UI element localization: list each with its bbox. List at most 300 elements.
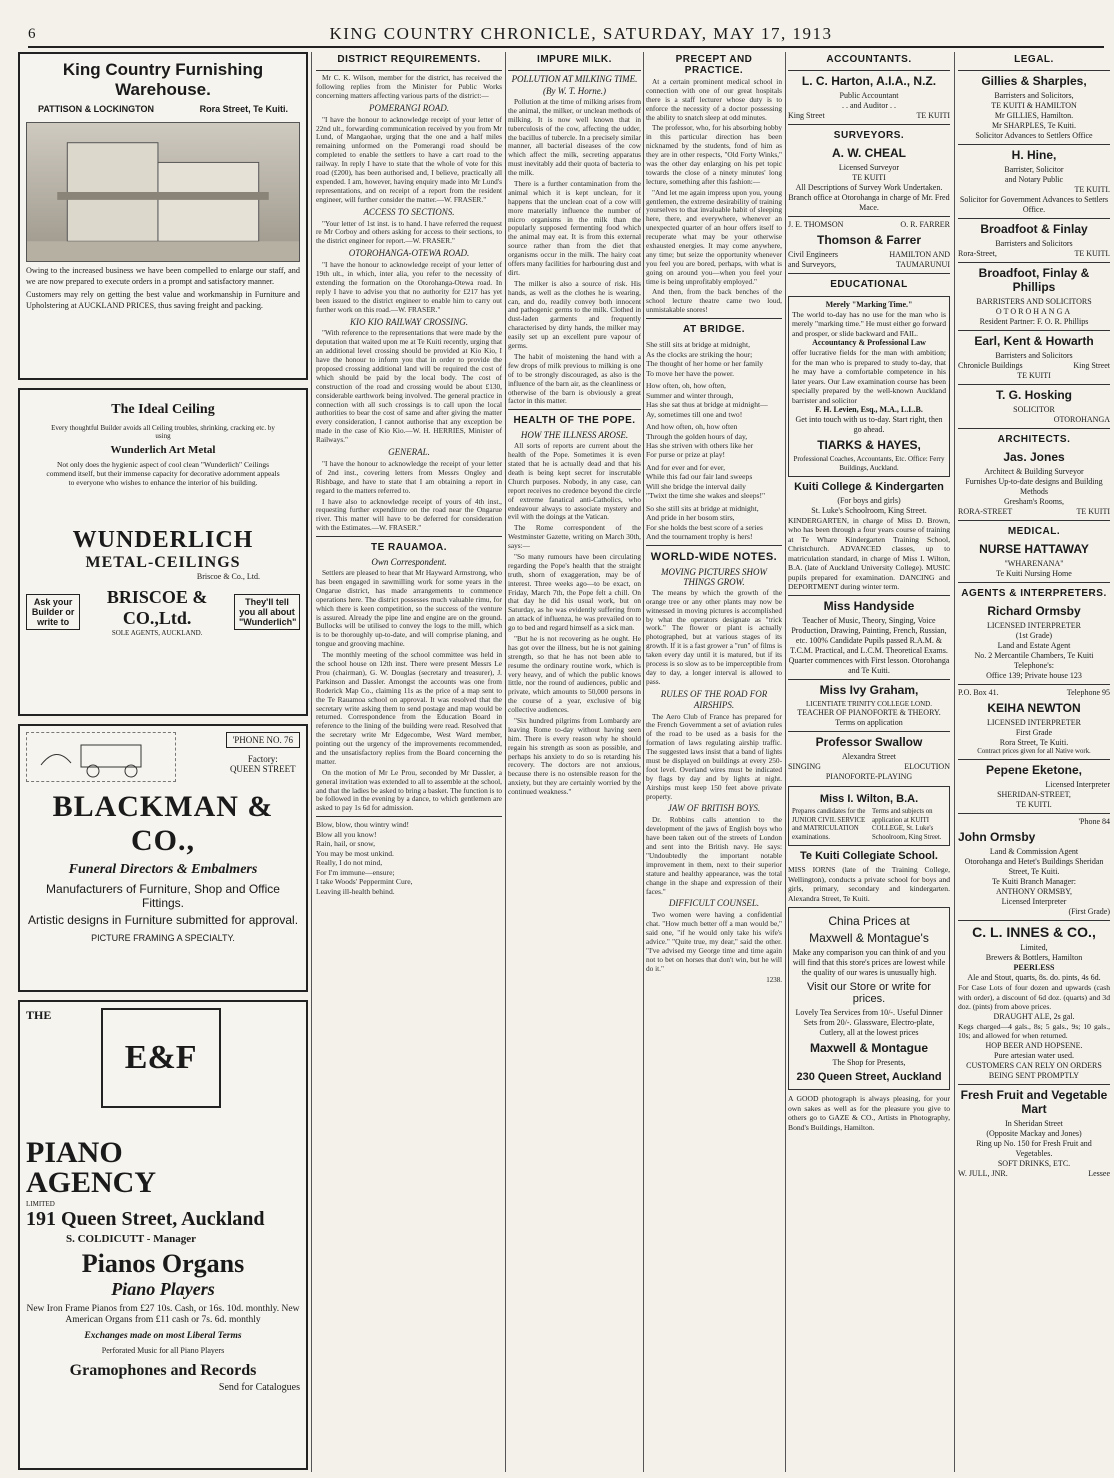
ef-manager: S. COLDICUTT - Manager	[66, 1233, 196, 1245]
ad-line: Licensed Interpreter	[1001, 897, 1067, 907]
ad-line: OTOROHANGA	[1053, 415, 1110, 424]
agents-line: Briscoe & Co., Ltd.	[196, 572, 260, 581]
article-heading: HEALTH OF THE POPE.	[513, 415, 636, 427]
advertiser-name: Jas. Jones	[1003, 450, 1065, 464]
paragraph: Dr. Robbins calls attention to the development of the jaws of English boys who have been taken out of the streets of London and sent into the British navy. He says: "Undoubtedly the important notable improvement in them, next to their superior stature and healthy appearance, was the total change in the shape and expression of their faces."	[646, 815, 782, 896]
firm-subtitle: Funeral Directors & Embalmers	[68, 862, 258, 877]
divider	[508, 409, 641, 410]
ad-paragraph: Owing to the increased business we have been compelled to enlarge our staff, and we are now prepared to execute orders in a prompt and satisfactory manner.	[26, 266, 300, 286]
ad-row	[958, 688, 1110, 698]
decorative-figure	[240, 1008, 300, 1108]
ad-line: TE KUITI & HAMILTON	[991, 101, 1077, 110]
section-heading: MEDICAL.	[1007, 526, 1061, 537]
paragraph: There is a further contamination from the animal which it is kept unclean, for it happens that the unclean coat of a cow will more materially influence the number of micro organisms in the milk than the popularly supposed fermenting food which the animal may eat. It is from this external source rather than from the diet that organisms occur in the milk. The hairy coat offers many facilities for harbouring dust and dirt.	[508, 179, 641, 277]
ad-right: TAUMARUNUI	[895, 260, 950, 269]
divider	[958, 70, 1110, 71]
ad-line: SOFT DRINKS, ETC.	[997, 1158, 1071, 1168]
ad-contact	[226, 732, 300, 782]
column-1	[18, 52, 308, 1472]
ef-offer: New Iron Frame Pianos from £27 10s. Cash, or 16s. 10d. monthly. New American Organs from £11 cash or 7s. 6d. monthly	[26, 1304, 300, 1326]
ef-music: Perforated Music for all Piano Players	[101, 1346, 225, 1356]
byline: (By W. T. Horne.)	[543, 86, 606, 96]
advertiser-name: TIARKS & HAYES,	[817, 438, 921, 453]
subheading: POMERANGI ROAD.	[369, 102, 449, 113]
ad-line: Solicitor Advances to Settlers Office	[975, 131, 1093, 140]
divider	[646, 318, 782, 319]
briscoe-block	[80, 587, 234, 637]
ad-left: Prepares candidates for the JUNIOR CIVIL SERVICE and MATRICULATION examinations.	[792, 808, 866, 841]
advertiser-name: Maxwell & Montague	[809, 1041, 928, 1056]
divider	[958, 759, 1110, 760]
paragraph: "Six hundred pilgrims from Lombardy are leaving Rome to-day without having seen him. There is every reason why he should regain his strength as soon as possible, and perhaps his anxiety to do so is retarding his recovery. The doctors are not anxious, because there is no ostensible reason for the anxiety, but they are certainly worried by the continued weakness."	[508, 716, 641, 797]
ad-right: Lessee	[1088, 1168, 1110, 1178]
advertiser-name: Pepene Eketone,	[985, 763, 1083, 778]
column-5	[788, 52, 950, 1472]
divider	[958, 144, 1110, 145]
ad-row	[788, 260, 950, 270]
ef-catalogues: Send for Catalogues	[218, 1381, 300, 1393]
article-heading: DISTRICT REQUIREMENTS.	[337, 54, 481, 65]
article-body	[316, 569, 502, 813]
ad-line: (For boys and girls)	[837, 495, 901, 505]
ad-line: Telephone's:	[1014, 661, 1054, 670]
ad-line: SOLICITOR	[1013, 405, 1055, 414]
ad-columns	[792, 808, 946, 842]
ideal-ceiling-ad	[18, 388, 308, 716]
ad-line: Otorohanga and Hetet's Buildings Sheridan Street, Te Kuiti.	[964, 857, 1104, 877]
ad-line: Mr SHARPLES, Te Kuiti.	[992, 121, 1076, 130]
ad-call: Visit our Store or write for prices.	[807, 981, 931, 1006]
verse: And for ever and for ever, While this fad our fair land sweeps Will she bridge the interval daily "Twixt the time she wakes and sleeps!"	[646, 462, 766, 501]
ad-line: Barristers and Solicitors	[995, 239, 1073, 248]
address: Rora Street, Te Kuiti.	[199, 104, 288, 114]
ad-left: and Surveyors,	[788, 260, 836, 269]
ad-text: Manufacturers of Furniture, Shop and Office Fittings.	[46, 882, 280, 910]
column-2	[316, 52, 502, 1472]
piano-heading: PIANO	[26, 1136, 123, 1169]
paragraph: The means by which the growth of the orange tree or any other plants may now be witnessed in moving pictures is accomplished by what the operators designate as "trick work." The flower or plant is actually photographed, but at various stages of its growth. If it is a fast grower a "run" of films is taken every day until it is matured, but if its process is so slow as to be imperceptible from day to day, a longer interval is allowed to pass.	[646, 587, 782, 686]
ad-line: Branch office at Otorohanga in charge of Mr. Fred Mace.	[788, 193, 950, 212]
divider	[316, 816, 502, 817]
divider	[788, 216, 950, 217]
paragraph: "I have the honour to acknowledge the receipt of your letter of 2nd inst., covering letters from Messrs Ongley and Rishbage, and have to state that I am obtaining a report in regard to the matters referred to.	[316, 459, 502, 495]
ad-text: KINDERGARTEN, in charge of Miss D. Brown, who has been through a four years course of training at Te Whare Kindergarten Training School, Christchurch. ADVANCED classes, up to matriculation standard, in charge of Miss I. Wilton, B.A. (late of Auckland University College). MUSIC pupils prepared for examination. DANCING and DEPORTMENT during winter term.	[788, 515, 950, 592]
limited-label: LIMITED	[26, 1200, 55, 1208]
ad-right: ELOCUTION	[904, 762, 950, 772]
column-rule	[643, 52, 644, 1472]
masthead	[28, 22, 1104, 48]
divider	[958, 262, 1110, 263]
section-heading: SURVEYORS.	[833, 130, 905, 141]
paragraph: The milker is also a source of risk. His hands, as well as the clothes he is wearing, can, and do, readily convey both innocent and pathogenic germs to the milk. Clothed in dust-laden garments and frequently characterised by dirty hands, the milker may easily set up an excellent pure vapour of germs.	[508, 278, 641, 351]
paragraph: "I have the honour to acknowledge receipt of your letter of 22nd ult., forwarding communication received by you from Mr Lund, of Mangaohae, urging that the one and a half miles remaining unformed on the Pomerangi road should be completed to enable the settlers to have a cart road to the railway. In reply I have to state that the whole of vote for this road (£200), has been authorised and, I believe, practically all expended. I am, however, having enquiry made into Mr Lund's representations, and on receipt of a report from the resident engineer, will further consider the matter.—W. FRASER."	[316, 114, 502, 204]
ad-text: Kegs charged—4 gals., 8s; 5 gals., 9s; 10 gals., 10s; and allowed for when returned.	[958, 1021, 1110, 1041]
ad-left: Chronicle Buildings	[958, 361, 1023, 370]
paragraph: The professor, who, for his absorbing hobby in this particular direction has been nicknamed by the students, fond of him as they are in other respects, "Old Forty Winks," was the other day enlarging on his pet topic towards the close of a ninety minutes' long lecture, something after this fashion:—	[646, 123, 782, 186]
paragraph: Settlers are pleased to hear that Mr Hayward Armstrong, who has been engaged in sawmilling work for some years in the Ongarue district, has made arrangements to commence operations here. The district possesses much valuable rimu, for which there is keen competition, so the success of the venture is assured. Already the pipe line and engine are on the ground. Bullocks will be utilised to convey the logs to the mill, which is to be thoroughly up-to-date, and will comprise planing, and tongue and grooving machine.	[316, 568, 502, 649]
column-rule	[505, 52, 506, 1472]
ad-line: OTOROHANGA	[995, 307, 1073, 316]
ad-footer	[26, 587, 300, 637]
paragraph: The habit of moistening the hand with a few drops of milk previous to milking is one of to be strongly discouraged, as also is the influence of the barn air, as the cleanliness or otherwise of the barn is obviously a great factor in this matter.	[508, 351, 641, 406]
ef-logo: E&F	[101, 1008, 221, 1108]
ad-right: King Street	[1073, 361, 1110, 370]
ad-address: 230 Queen Street, Auckland	[796, 1071, 942, 1084]
paragraph: "So many rumours have been circulating regarding the Pope's health that the straight truth, shorn of exaggeration, may be of interest. Three weeks ago—to be exact, on Friday, March 7th, the Pope felt a chill. On that day he did his usual work, but on Saturday, as he was evidently suffering from an attack of influenza, he was prevailed on to go to bed and regard himself as a sick man.	[508, 551, 641, 633]
paragraph: "Your letter of 1st inst. is to hand. I have referred the request re Mr Corboy and others asking for access to their sections, to the district engineer for report.—W. FRASER."	[316, 218, 502, 246]
advertiser-name: Earl, Kent & Howarth	[974, 334, 1094, 348]
advertiser-name: T. G. Hosking	[995, 388, 1072, 402]
subheading: MOVING PICTURES SHOW THINGS GROW.	[661, 566, 767, 587]
phone-number: 'PHONE NO. 76	[226, 732, 300, 748]
ad-line: Architect & Building Surveyor	[984, 467, 1084, 476]
divider	[316, 70, 502, 71]
ad-line: TE KUITI.	[1016, 800, 1052, 810]
paragraph: On the motion of Mr Le Prou, seconded by Mr Dassler, a general invitation was extended to all to assemble at the school, and that the ladies be asked to bring a basket. The function is to be followed in the evening by a dance, to which gentlemen are asked to pay 1s 6d for admission.	[316, 767, 502, 813]
tell-box: They'll tell you all about "Wunderlich"	[234, 594, 300, 630]
ad-line: DRAUGHT ALE, 2s gal.	[993, 1011, 1075, 1021]
hearse-illustration	[26, 732, 176, 782]
ad-line: Pure artesian water used.	[994, 1050, 1074, 1060]
factory-label: Factory:	[247, 754, 278, 764]
divider	[788, 273, 950, 274]
pianos-organs: Pianos Organs	[81, 1249, 245, 1278]
marking-time-ad	[788, 296, 950, 477]
brand-subtitle: METAL-CEILINGS	[85, 554, 241, 571]
divider	[788, 70, 950, 71]
divider	[958, 330, 1110, 331]
advertiser-name: Miss Ivy Graham,	[819, 682, 919, 697]
ad-line: (1st Grade)	[1015, 631, 1053, 640]
ad-line: HOP BEER AND HOPSENE.	[985, 1040, 1083, 1050]
advertiser-name: Fresh Fruit and Vegetable Mart	[960, 1087, 1108, 1116]
ad-text: Every thoughtful Builder avoids all Ceiling troubles, shrinking, cracking etc. by using	[51, 424, 275, 440]
ad-line: PIANOFORTE-PLAYING	[825, 772, 913, 782]
article-heading: IMPURE MILK.	[537, 54, 612, 65]
verse: So she still sits at bridge at midnight, And pride in her bosom stirs, For she holds the best score of a series And the tournament trophy is hers!	[646, 503, 763, 542]
ad-line: LICENTIATE TRINITY COLLEGE LOND.	[806, 699, 932, 708]
ad-line: Te Kuiti Nursing Home	[996, 569, 1072, 578]
byline: Own Correspondent.	[371, 557, 447, 568]
paragraph: "And let me again impress upon you, young gentlemen, the extreme desirability of training yourselves to that invaluable habit of sleeping here, there, and everywhere, whenever an unexpected quarter of an hour offers itself to recuperate what may be your otherwise exhausted energies. It may come anywhere, any time; but seize the opportunity whenever you feel you are bored, perhaps, with what is going on around you—when you feel your time is being unprofitably employed."	[646, 187, 782, 286]
ad-line: First Grade	[1015, 728, 1053, 737]
wilton-ad	[788, 786, 950, 846]
divider	[788, 595, 950, 596]
ad-row	[788, 220, 950, 230]
subheading: POLLUTION AT MILKING TIME.	[511, 74, 638, 84]
ad-line: BARRISTERS AND SOLICITORS	[976, 297, 1092, 306]
page-number: 6	[28, 25, 36, 42]
ad-right: O. R. FARRER	[900, 220, 950, 229]
divider	[958, 920, 1110, 921]
ad-left: Civil Engineers	[788, 250, 838, 259]
ad-row	[788, 111, 950, 121]
ad-right: HAMILTON AND	[889, 250, 950, 259]
ad-header	[26, 1008, 300, 1108]
ad-title: Maxwell & Montague's	[809, 931, 929, 946]
ad-line: Brewers & Bottlers, Hamilton	[985, 953, 1083, 963]
advertiser-name: Thomson & Farrer	[816, 233, 921, 247]
ad-left: J. E. THOMSON	[788, 220, 844, 229]
blackman-ad	[18, 724, 308, 992]
subheading: RULES OF THE ROAD FOR AIRSHIPS.	[660, 688, 768, 710]
ad-right: TE KUITI	[916, 111, 950, 120]
ad-subtitle: Accountancy & Professional Law	[812, 338, 926, 348]
column-rule	[311, 52, 312, 1472]
ad-paragraph: Customers may rely on getting the best value and workmanship in Furniture and Upholstering at AUCKLAND PRICES, thus saving freight and packing.	[26, 290, 300, 310]
ad-text: offer lucrative fields for the man with ambition; for the man who is prepared to study to-day, that he may have a comfortable competence in his later years. Our Law examination course has been specially prepared by the well-known Auckland barrister and solicitor	[792, 348, 946, 405]
signoff-number: 1238.	[766, 975, 782, 984]
ad-heading: Wunderlich Art Metal	[110, 444, 216, 456]
column-rule	[785, 52, 786, 1472]
firm-name: BLACKMAN & CO.,	[52, 790, 274, 857]
ad-line: Te Kuiti Branch Manager:	[991, 877, 1077, 887]
ad-line: "WHARENANA"	[1004, 559, 1064, 568]
divider	[958, 428, 1110, 429]
ad-header	[26, 732, 300, 782]
ad-line: Mr GILLIES, Hamilton.	[994, 111, 1074, 120]
ad-line: Barristers and Solicitors	[995, 351, 1073, 360]
ad-left: P.O. Box 41.	[958, 688, 999, 697]
article-body	[316, 74, 502, 533]
ad-right: TE KUITI.	[1074, 249, 1110, 258]
ad-line: LICENSED INTERPRETER	[987, 718, 1081, 727]
ad-line: No. 2 Mercantile Chambers, Te Kuiti	[974, 651, 1094, 660]
ad-line: Licensed Surveyor	[838, 163, 900, 172]
ad-line: Land & Commission Agent	[989, 847, 1079, 857]
ad-line: Get into touch with us to-day. Start right, then go ahead.	[795, 415, 943, 435]
piano-players: Piano Players	[111, 1279, 215, 1299]
verse: And how often, oh, how often Through the golden hours of day, Has she striven with others like her For purse or prize at play!	[646, 422, 754, 460]
ad-line: All Descriptions of Survey Work Undertaken.	[795, 183, 943, 192]
ad-left: SINGING	[788, 762, 821, 772]
advertiser-name: John Ormsby	[958, 830, 1036, 845]
ad-line: TE KUITI	[852, 173, 886, 182]
article-heading: PRECEPT AND PRACTICE.	[675, 54, 753, 76]
advertiser-name: NURSE HATTAWAY	[979, 542, 1089, 556]
paragraph: And then, from the back benches of the school lecture theatre came two loud, unmistakable snores!	[646, 287, 782, 315]
ad-line: TEACHER OF PIANOFORTE & THEORY.	[797, 708, 941, 718]
article-heading: TE RAUAMOA.	[370, 542, 448, 554]
ef-piano-agency-ad	[18, 1000, 308, 1470]
divider	[958, 813, 1110, 814]
advertiser-name: Richard Ormsby	[987, 604, 1081, 618]
hearse-icon	[31, 735, 171, 779]
ad-line: Gresham's Rooms,	[1003, 497, 1065, 506]
divider	[788, 679, 950, 680]
ad-line: Resident Partner: F. O. R. Phillips	[979, 317, 1089, 326]
ad-right: TE KUITI	[1076, 507, 1110, 516]
article-heading: AT BRIDGE.	[682, 324, 746, 336]
sole-agents: SOLE AGENTS, AUCKLAND.	[111, 629, 203, 637]
ad-line: Barrister, Solicitor	[1004, 165, 1064, 174]
ad-line: Ring up No. 150 for Fresh Fruit and Vegetables.	[976, 1138, 1092, 1158]
ef-the: THE	[26, 1008, 52, 1022]
briscoe-name: BRISCOE & CO.,Ltd.	[106, 587, 208, 628]
ad-text: Not only does the hygienic aspect of cool clean "Wunderlich" Ceilings commend itself, but their immense capacity for decorative adornment appeals to everyone who wishes to enhance the interior of his building.	[46, 460, 280, 487]
ad-left: King Street	[788, 111, 825, 120]
framing-line: PICTURE FRAMING A SPECIALTY.	[91, 933, 235, 943]
ad-row	[788, 250, 950, 260]
ad-line: Limited,	[1020, 943, 1048, 953]
column-rule	[954, 52, 955, 1472]
ad-line: TE KUITI.	[1074, 185, 1110, 194]
column-6	[958, 52, 1110, 1472]
verse: How often, oh, how often, Summer and winter through, Has she sat thus at bridge at midnight— Ay, sometimes till one and two!	[646, 381, 768, 419]
ad-text: MISS IORNS (late of the Training College, Wellington), conducts a private school for boys and girls, primary, secondary and kindergarten. Alexandra Street, Te Kuiti.	[788, 865, 950, 903]
factory-address: QUEEN STREET	[229, 764, 296, 774]
paragraph: Mr C. K. Wilson, member for the district, has received the following replies from the Minister for Public Works concerning matters affecting various parts of the district:—	[316, 73, 502, 100]
ad-right: Terms and subjects on application at KUITI COLLEGE, St. Luke's Schoolroom, King Street.	[872, 808, 942, 841]
verse: Blow, blow, thou wintry wind! Blow all you know! Rain, hail, or snow, You may be most unkind. Really, I do not mind, For I'm immune—ensure; I take Woods' Peppermint Cure, Leaving ill-health behind.	[316, 820, 413, 896]
ad-line: Licensed Interpreter	[1045, 780, 1110, 790]
subheading: HOW THE ILLNESS AROSE.	[520, 430, 629, 441]
furnishing-warehouse-ad	[18, 52, 308, 380]
ad-text	[26, 266, 300, 312]
subheading: KIO KIO RAILWAY CROSSING.	[349, 316, 469, 327]
ad-line: Rora Street, Te Kuiti.	[999, 738, 1069, 747]
divider	[646, 545, 782, 546]
ad-line: CUSTOMERS CAN RELY ON ORDERS BEING SENT PROMPTLY	[966, 1060, 1102, 1080]
advertiser-name: Gillies & Sharples,	[981, 74, 1087, 88]
advertiser-name: C. L. INNES & CO.,	[972, 924, 1096, 941]
advertiser-name: Te Kuiti Collegiate School.	[800, 850, 938, 863]
ad-line: Land and Estate Agent	[997, 641, 1071, 650]
paragraph: Pollution at the time of milking arises from the animal, the milker, or unclean methods of milking. It is now well known that in tuberculosis of the cow, affecting the udder, the bacillus of tubercle. In a precisely similar manner, all bacterial diseases of the cow which affect the milk, secreting apparatus must inevitably add their quota of bacteria to the milk.	[508, 97, 641, 178]
gaze-ad: A GOOD photograph is always pleasing, for your own sakes as well as for the pleasure you give to others go to GAZE & CO., Artists in Photography, Bond's Buildings, Hamilton.	[788, 1094, 950, 1132]
paragraph: The Rome correspondent of the Westminster Gazette, writing on March 30th, says:—	[508, 523, 641, 551]
divider	[958, 1084, 1110, 1085]
china-prices-ad	[788, 907, 950, 1090]
ad-line: . . and Auditor . .	[842, 101, 896, 110]
building-photo	[26, 122, 300, 262]
column-4	[646, 52, 782, 1472]
ad-row	[958, 1169, 1110, 1179]
section-heading: ARCHITECTS.	[997, 434, 1071, 445]
subheading: GENERAL.	[388, 447, 430, 458]
section-heading: AGENTS & INTERPRETERS.	[961, 588, 1107, 599]
subheading: JAW OF BRITISH BOYS.	[667, 803, 761, 814]
ad-text: For Case Lots of four dozen and upwards (cash with order), a discount of 6d doz. (quarts) and 3d doz. (pints) from above prices.	[958, 983, 1110, 1012]
ad-left: RORA-STREET	[958, 507, 1013, 516]
ad-subtitle	[26, 100, 300, 118]
ad-title: King Country Furnishing Warehouse.	[62, 60, 264, 99]
ad-line: ANTHONY ORMSBY,	[995, 887, 1072, 897]
paragraph: The monthly meeting of the school committee was held in the school house on 12th inst. There were present Messrs Le Prou (chairman), G. W. Douglas (secretary and treasurer), J. Parkinson and Dassler. Amongst the accounts was one from Roderick Map Co., claiming 11s as the price of a map sent to the Te Rauamoa school on approval. It was resolved that the secretary write asking them to send postage and map would be returned. Correspondence from the Education Board in reference to the lining of the building were read. Resolved that the secretary write Mr Edgecombe, West Ward member, pointing out the urgency of the improvements recommended, and the unsatisfactory replies from the Board concerning the matter.	[316, 650, 502, 766]
ad-left: Rora-Street,	[958, 249, 997, 258]
ad-right: Telephone 95	[1066, 688, 1110, 697]
ad-line: Alexandra Street	[842, 752, 896, 762]
paragraph: The Aero Club of France has prepared for the French Government a set of aviation rules of the road to be used as a basis for the formation of laws regulating airship traffic. The suggested laws insist that a band of lights must be displayed on buildings at every 250-foot level. Overland wires must be indicated by flags by day and by lights at night. Airships must keep 150 feet above private property.	[646, 711, 782, 801]
article-body	[646, 78, 782, 315]
paragraph: "I have the honour to acknowledge receipt of your letter of 19th ult., in which, inter alia, you refer to the necessity of extending the formation on the Otorohanga-Otewa road. In reply I have to advise you that no authority for £217 has yet been issued to the district engineer to enable him to carry out further work on this road.—W. FRASER."	[316, 260, 502, 314]
advertiser-name: L. C. Harton, A.I.A., N.Z.	[801, 74, 937, 88]
section-heading: LEGAL.	[1014, 54, 1054, 65]
ad-line: PEERLESS	[1013, 963, 1055, 973]
ad-line: TE KUITI	[1017, 371, 1051, 380]
ad-line: 'Phone 84	[1078, 817, 1110, 827]
ad-line: and Notary Public	[1004, 175, 1064, 184]
section-heading: EDUCATIONAL	[830, 279, 908, 290]
ad-line: LICENSED INTERPRETER	[987, 621, 1081, 630]
advertiser-name: H. Hine,	[1011, 148, 1057, 162]
article-body	[508, 442, 641, 797]
advertiser-name: A. W. CHEAL	[832, 146, 906, 160]
newspaper-title: KING COUNTRY CHRONICLE, SATURDAY, MAY 17, 1913	[329, 24, 833, 43]
ad-left: W. JULL, JNR.	[958, 1168, 1008, 1178]
section-heading: ACCOUNTANTS.	[826, 54, 912, 65]
advertiser-name: Broadfoot, Finlay & Phillips	[978, 266, 1090, 294]
paragraph: "With reference to the representations that were made by the deputation that waited upon me at Te Kuiti recently, urging that an additional level crossing should be provided at Kio Kio, I have the honour to inform you that in order to provide the proposed crossing additional land will be required the cost of which should be paid by the local body. The cost of construction of the road and crossing would be about £130, considerable earthwork being involved. The general practice in connection with all such crossings is to call upon the local authorities to bear the cost of same and after giving the matter every consideration, I cannot authorise that any exception be made in the case of Kio Kio.—W. H. HERRIES, Minister of Railways."	[316, 328, 502, 445]
ad-text: Artistic designs in Furniture submitted for approval.	[27, 913, 299, 927]
ad-line: (Opposite Mackay and Jones)	[986, 1128, 1082, 1138]
ad-line: Professional Coaches, Accountants, Etc. Office: Ferry Buildings, Auckland.	[793, 455, 945, 473]
paragraph: Two women were having a confidential chat. "How much better off a man would be," said one, "if he would only take his wife's advice." "Quite true, my dear," said the other. "I've advised my George time and time again not to bet on horses that don't win, but he will do it."	[646, 910, 782, 973]
ad-line: Barristers and Solicitors,	[994, 91, 1074, 100]
advertiser-name: KEIHA NEWTON	[987, 701, 1081, 715]
divider	[958, 520, 1110, 521]
ad-text: The world to-day has no use for the man who is merely "marking time." He must either go forward and prosper, or slide backward and FAIL.	[792, 310, 946, 338]
advertiser-name: Kuiti College & Kindergarten	[794, 480, 944, 493]
ef-exchanges: Exchanges made on most Liberal Terms	[84, 1330, 242, 1341]
ad-line: Contract prices given for all Native work.	[977, 748, 1091, 755]
brand-name: WUNDERLICH	[72, 527, 254, 553]
ad-line: Office 139; Private house 123	[986, 671, 1082, 680]
proprietors: PATTISON & LOCKINGTON	[38, 104, 154, 114]
subheading: OTOROHANGA-OTEWA ROAD.	[348, 248, 470, 259]
subheading: ACCESS TO SECTIONS.	[363, 206, 455, 217]
agency-heading: AGENCY	[26, 1166, 157, 1199]
divider	[316, 536, 502, 537]
ad-line: Terms on application	[835, 718, 903, 728]
ad-line: Ale and Stout, quarts, 8s. do. pints, 4s 6d.	[967, 973, 1101, 983]
ad-person: F. H. Levien, Esq., M.A., L.L.B.	[815, 405, 923, 415]
divider	[508, 70, 641, 71]
paragraph: "But he is not recovering as he ought. He has got over the illness, but he is not gaining strength, so that he has not been able to resume the ordinary routine work, which is very heavy, and of which the public knows little, nor the round of audiences, public and private, which amounts to 50,000 persons in the course of a year, exclusive of big collective audiences.	[508, 633, 641, 715]
ad-text: Lovely Tea Services from 10/-. Useful Dinner Sets from 20/-. Glassware, Electro-plate, Cutlery, all at the lowest prices	[795, 1008, 943, 1038]
building-illustration	[27, 123, 299, 261]
divider	[958, 582, 1110, 583]
divider	[958, 218, 1110, 219]
ad-row	[958, 361, 1110, 371]
advertiser-name: Professor Swallow	[815, 735, 923, 750]
advertiser-name: Broadfoot & Finlay	[980, 222, 1088, 236]
verse: She still sits at bridge at midnight, As the clocks are striking the hour; The thought of her home or her family To move her have the power.	[646, 340, 764, 378]
ad-row	[958, 507, 1110, 517]
article-body	[646, 589, 782, 974]
ad-line: Furnishes Up-to-date designs and Building Methods	[965, 477, 1103, 496]
ad-title: Merely "Marking Time."	[825, 300, 913, 309]
ad-text: Teacher of Music, Theory, Singing, Voice Production, Drawing, Painting, French, Russian, etc. 100% Candidate Pupils passed R.A.M. & T.C.M. Practical, and L.C.M. Theoretical Exams. Quarter commences with First lesson. Otorohanga and Te Kuiti.	[788, 615, 950, 675]
subheading: DIFFICULT COUNSEL.	[668, 898, 760, 909]
ad-line: (First Grade)	[1068, 907, 1110, 917]
paragraph: I have also to acknowledge receipt of yours of 4th inst., requesting further expenditure on the road near the Ongarue river. This matter will have to be deferred for consideration with the Estimates.—W. FRASER."	[316, 496, 502, 533]
ad-line: Public Accountant	[839, 91, 899, 100]
divider	[958, 684, 1110, 685]
ask-box: Ask your Builder or write to	[26, 594, 80, 630]
article-body	[508, 98, 641, 406]
ad-line: St. Luke's Schoolroom, King Street.	[811, 505, 927, 515]
column-3	[508, 52, 641, 1472]
ad-row	[958, 249, 1110, 259]
ad-line: Solicitor for Government Advances to Settlers Office.	[959, 195, 1109, 214]
ad-text: Make any comparison you can think of and you will find that this store's prices are lowest while the quality of our wares is unusually high.	[792, 948, 946, 978]
ad-line: In Sheridan Street	[1005, 1118, 1063, 1128]
paragraph: At a certain prominent medical school in connection with one of our great hospitals there is a staff lecturer whose duty is to enforce the necessity of a doctor possessing the ability to snatch sleep at odd minutes.	[646, 77, 782, 122]
paragraph: All sorts of reports are current about the health of the Pope. Sometimes it is even stated that he is actually dead and that his death is being kept secret for inscrutable Church purposes. Nobody, in any case, can report receives no credence beyond the circle of extreme fanatical anti-Catholics, who endeavour always to associate mystery and evil with the doings at the Vatican.	[508, 441, 641, 522]
ad-line: SHERIDAN-STREET,	[997, 790, 1071, 800]
ad-row	[788, 762, 950, 772]
